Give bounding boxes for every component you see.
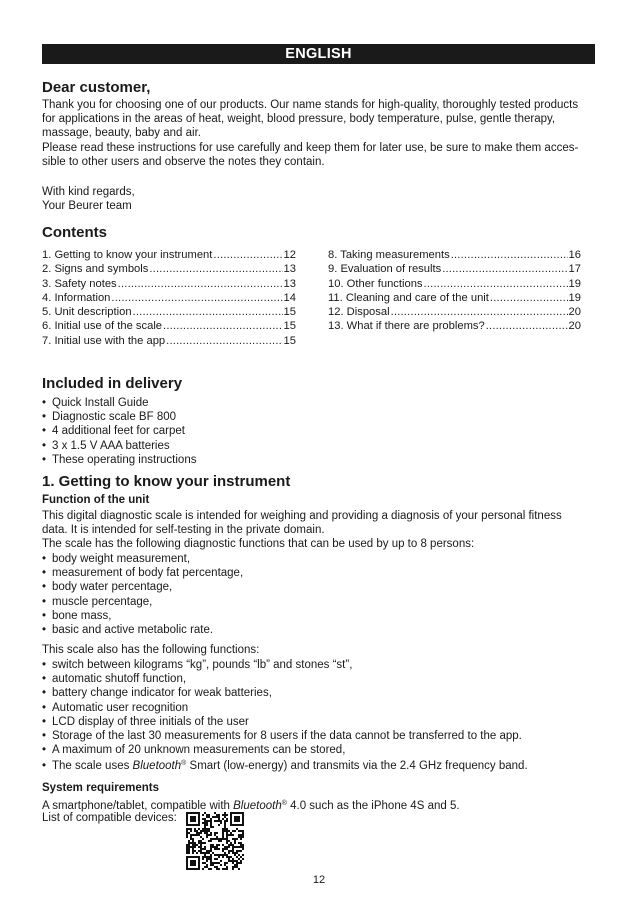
toc-leader-dots: [486, 319, 568, 333]
toc-entry-page: 12: [283, 249, 296, 261]
toc-leader-dots: [442, 262, 567, 276]
list-item: • basic and active metabolic rate.: [42, 623, 243, 637]
toc-entry-page: 14: [283, 291, 296, 304]
list-item: • Diagnostic scale BF 800: [42, 410, 196, 424]
greeting-heading: Dear customer,: [42, 79, 151, 96]
function-line: The scale has the following diagnostic functions that can be used by up to 8 persons:: [42, 538, 475, 551]
toc-entry-page: 13: [283, 263, 296, 276]
text-run: The scale uses: [52, 760, 133, 773]
list-item: • automatic shutoff function,: [42, 672, 528, 686]
toc-leader-dots: [111, 291, 282, 305]
toc-entry-page: 19: [568, 277, 581, 290]
function-line: This digital diagnostic scale is intended for weighing and providing a diagnosis of your personal fitness: [42, 510, 562, 522]
toc-left-column: [42, 248, 296, 348]
list-item: • These operating instructions: [42, 453, 196, 467]
toc-entry[interactable]: [328, 319, 581, 333]
toc-entry-title: 9. Evaluation of results: [328, 263, 442, 276]
toc-entry-title: 11. Cleaning and care of the unit: [328, 291, 489, 304]
intro-line: for applications in the areas of heat, weight, blood pressure, body temperature, pulse, gentle therapy,: [42, 113, 556, 126]
function-line: data. It is intended for self-testing in the private domain.: [42, 524, 325, 537]
registered-mark: ®: [181, 760, 187, 768]
toc-entry-title: 5. Unit description: [42, 306, 132, 319]
toc-entry-title: 2. Signs and symbols: [42, 263, 149, 276]
toc-entry-title: 10. Other functions: [328, 277, 423, 290]
toc-entry-page: 13: [283, 277, 296, 290]
system-requirements-heading: System requirements: [42, 782, 159, 794]
toc-entry[interactable]: [328, 262, 581, 276]
intro-line: sible to other users and observe the notes they contain.: [42, 155, 325, 168]
intro-paragraph: [42, 98, 598, 169]
toc-entry-title: 13. What if there are problems?: [328, 320, 485, 333]
toc-entry-page: 20: [568, 306, 581, 319]
list-item: • Automatic user recognition: [42, 701, 528, 715]
list-item: • Storage of the last 30 measurements for 8 users if the data cannot be transferred to the app.: [42, 729, 528, 743]
toc-entry[interactable]: [42, 262, 296, 276]
page-number: 12: [312, 874, 326, 886]
toc-leader-dots: [149, 262, 282, 276]
toc-entry-page: 19: [568, 291, 581, 304]
list-item: • measurement of body fat percentage,: [42, 566, 243, 580]
toc-entry[interactable]: [42, 334, 296, 348]
compatible-devices-label: List of compatible devices:: [42, 812, 177, 824]
toc-leader-dots: [424, 277, 568, 291]
toc-entry-page: 15: [283, 334, 296, 347]
signature-line: Your Beurer team: [42, 200, 132, 213]
list-item: • Quick Install Guide: [42, 396, 196, 410]
list-item: • body weight measurement,: [42, 552, 243, 566]
qr-code-icon[interactable]: [186, 812, 244, 870]
registered-mark: ®: [281, 800, 287, 807]
function-subheading: Function of the unit: [42, 494, 150, 506]
toc-entry-title: 4. Information: [42, 291, 111, 304]
intro-line: Thank you for choosing one of our products. Our name stands for high-quality, thoroughly tested products: [42, 99, 579, 111]
regards-line: With kind regards,: [42, 186, 135, 198]
toc-entry[interactable]: [328, 248, 581, 262]
toc-entry-title: 6. Initial use of the scale: [42, 320, 163, 333]
list-item: • muscle percentage,: [42, 595, 243, 609]
toc-entry-title: 3. Safety notes: [42, 277, 117, 290]
regards-block: [42, 185, 598, 213]
list-item: • 3 x 1.5 V AAA batteries: [42, 439, 196, 453]
list-item: • body water percentage,: [42, 580, 243, 594]
list-item: • A maximum of 20 unknown measurements can be stored,: [42, 743, 528, 757]
toc-leader-dots: [166, 334, 282, 348]
list-item: • 4 additional feet for carpet: [42, 424, 196, 438]
toc-entry[interactable]: [328, 305, 581, 319]
toc-entry-page: 15: [283, 306, 296, 319]
text-run: A smartphone/tablet, compatible with: [42, 800, 234, 812]
list-item: • bone mass,: [42, 609, 243, 623]
bluetooth-brand: Bluetooth: [132, 760, 182, 773]
other-functions-list: [42, 658, 528, 774]
toc-right-column: [328, 248, 581, 334]
toc-leader-dots: [391, 305, 568, 319]
toc-entry-title: 12. Disposal: [328, 306, 390, 319]
section1-heading: 1. Getting to know your instrument: [42, 473, 291, 490]
toc-leader-dots: [133, 305, 283, 319]
bluetooth-brand: Bluetooth: [233, 800, 282, 812]
toc-entry-page: 16: [568, 249, 581, 261]
text-run: 4.0 such as the iPhone 4S and 5.: [286, 800, 460, 812]
list-item: • LCD display of three initials of the user: [42, 715, 528, 729]
toc-entry[interactable]: [42, 248, 296, 262]
toc-entry-page: 20: [568, 320, 581, 333]
toc-entry[interactable]: [328, 291, 581, 305]
toc-leader-dots: [213, 248, 282, 262]
toc-entry[interactable]: [42, 319, 296, 333]
toc-entry-title: 7. Initial use with the app: [42, 334, 166, 347]
toc-entry[interactable]: [328, 277, 581, 291]
toc-entry[interactable]: [42, 305, 296, 319]
included-heading: Included in delivery: [42, 375, 183, 392]
language-banner: ENGLISH: [42, 44, 595, 64]
contents-heading: Contents: [42, 224, 107, 241]
toc-leader-dots: [490, 291, 568, 305]
text-run: Smart (low-energy) and transmits via the 2.4 GHz frequency band.: [186, 760, 528, 773]
list-item: • battery change indicator for weak batteries,: [42, 686, 528, 700]
also-functions-text: This scale also has the following functions:: [42, 644, 260, 656]
diagnostic-functions-list: [42, 552, 243, 637]
toc-entry-page: 17: [568, 263, 581, 276]
toc-entry-title: 8. Taking measurements: [328, 249, 450, 261]
list-item: • switch between kilograms “kg”, pounds “lb” and stones “st”,: [42, 658, 528, 672]
toc-entry-title: 1. Getting to know your instrument: [42, 249, 213, 261]
toc-entry[interactable]: [42, 277, 296, 291]
toc-leader-dots: [118, 277, 283, 291]
toc-leader-dots: [451, 248, 568, 262]
intro-line: massage, beauty, baby and air.: [42, 127, 201, 140]
toc-leader-dots: [163, 319, 283, 333]
function-paragraph: [42, 509, 598, 552]
list-item: [42, 757, 528, 773]
included-list: [42, 396, 196, 467]
toc-entry[interactable]: [42, 291, 296, 305]
intro-line: Please read these instructions for use carefully and keep them for later use, be sure to make them acces-: [42, 141, 579, 154]
toc-entry-page: 15: [283, 320, 296, 333]
